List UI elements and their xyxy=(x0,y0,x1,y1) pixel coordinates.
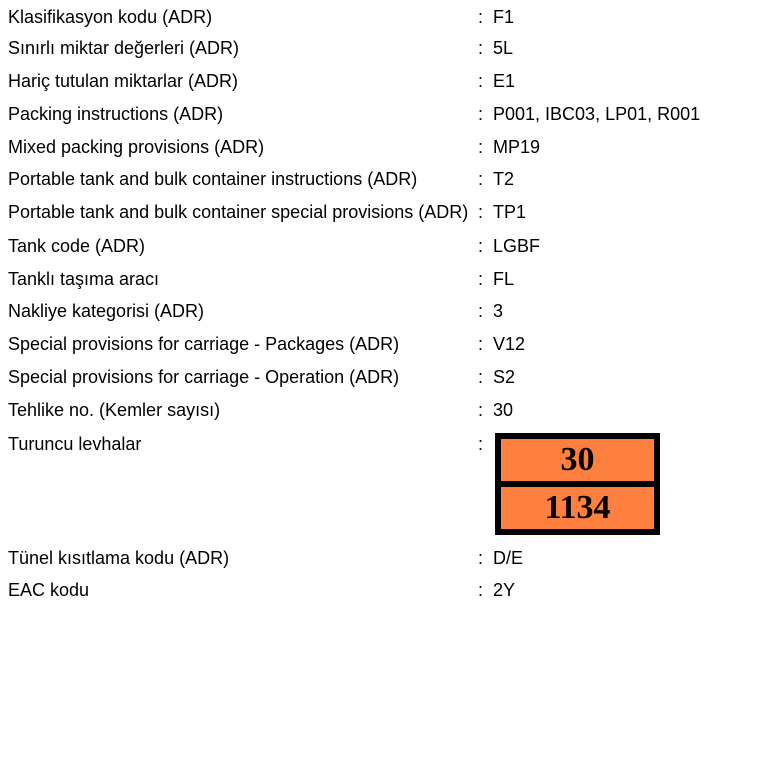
row-label: Tanklı taşıma aracı xyxy=(8,269,160,289)
row-classification-code xyxy=(8,6,775,28)
row-transport-category xyxy=(8,300,775,322)
plate-hazard-number: 30 xyxy=(560,441,595,478)
row-colon: : xyxy=(478,548,484,568)
row-label: Klasifikasyon kodu (ADR) xyxy=(8,7,213,27)
row-colon: : xyxy=(478,7,484,27)
row-label: Portable tank and bulk container special provisions (ADR) xyxy=(8,202,469,222)
row-label: Hariç tutulan miktarlar (ADR) xyxy=(8,71,239,91)
row-colon: : xyxy=(478,104,484,124)
row-value: F1 xyxy=(493,7,515,27)
row-label: Special provisions for carriage - Operation (ADR) xyxy=(8,367,400,387)
row-value: T2 xyxy=(493,169,515,189)
row-label: Portable tank and bulk container instructions (ADR) xyxy=(8,169,418,189)
row-label: Tank code (ADR) xyxy=(8,236,146,256)
row-value xyxy=(493,433,775,535)
row-colon: : xyxy=(478,169,484,189)
row-value: S2 xyxy=(493,367,516,387)
row-value: 30 xyxy=(493,400,514,420)
row-value: 5L xyxy=(493,38,514,58)
row-colon: : xyxy=(478,334,484,354)
row-value: 2Y xyxy=(493,580,516,600)
plate-un-number: 1134 xyxy=(544,489,611,526)
row-colon: : xyxy=(478,301,484,321)
row-colon: : xyxy=(478,202,484,222)
row-tunnel-restriction-code xyxy=(8,547,775,569)
row-label: Turuncu levhalar xyxy=(8,434,142,454)
row-label: EAC kodu xyxy=(8,580,90,600)
row-label: Nakliye kategorisi (ADR) xyxy=(8,301,205,321)
orange-plate xyxy=(495,433,660,535)
row-colon: : xyxy=(478,71,484,91)
row-packing-instructions xyxy=(8,103,775,125)
row-value: FL xyxy=(493,269,515,289)
row-colon: : xyxy=(478,269,484,289)
row-label: Tehlike no. (Kemler sayısı) xyxy=(8,400,221,420)
row-hazard-number xyxy=(8,399,775,421)
row-colon: : xyxy=(478,400,484,420)
row-tank-code xyxy=(8,235,775,257)
row-label: Packing instructions (ADR) xyxy=(8,104,224,124)
row-label: Special provisions for carriage - Packages (ADR) xyxy=(8,334,400,354)
row-colon: : xyxy=(478,434,484,454)
row-carriage-operation xyxy=(8,366,775,388)
row-colon: : xyxy=(478,137,484,157)
row-colon: : xyxy=(478,367,484,387)
row-value: V12 xyxy=(493,334,526,354)
row-tank-vehicle xyxy=(8,268,775,290)
row-value: LGBF xyxy=(493,236,541,256)
row-label: Sınırlı miktar değerleri (ADR) xyxy=(8,38,240,58)
row-mixed-packing xyxy=(8,136,775,158)
row-excepted-quantities xyxy=(8,70,775,92)
row-value: E1 xyxy=(493,71,516,91)
row-value: P001, IBC03, LP01, R001 xyxy=(493,104,701,124)
row-portable-tank-special-provisions xyxy=(8,201,775,223)
row-eac-code xyxy=(8,579,775,601)
row-colon: : xyxy=(478,580,484,600)
row-portable-tank-instructions xyxy=(8,168,775,190)
row-label: Mixed packing provisions (ADR) xyxy=(8,137,265,157)
row-value: MP19 xyxy=(493,137,541,157)
row-carriage-packages xyxy=(8,333,775,355)
row-orange-plates xyxy=(8,433,775,535)
row-value: 3 xyxy=(493,301,504,321)
adr-transport-info xyxy=(8,0,775,601)
row-label: Tünel kısıtlama kodu (ADR) xyxy=(8,548,230,568)
row-value: TP1 xyxy=(493,202,527,222)
row-colon: : xyxy=(478,38,484,58)
row-value: D/E xyxy=(493,548,524,568)
row-colon: : xyxy=(478,236,484,256)
row-limited-quantity xyxy=(8,37,775,59)
